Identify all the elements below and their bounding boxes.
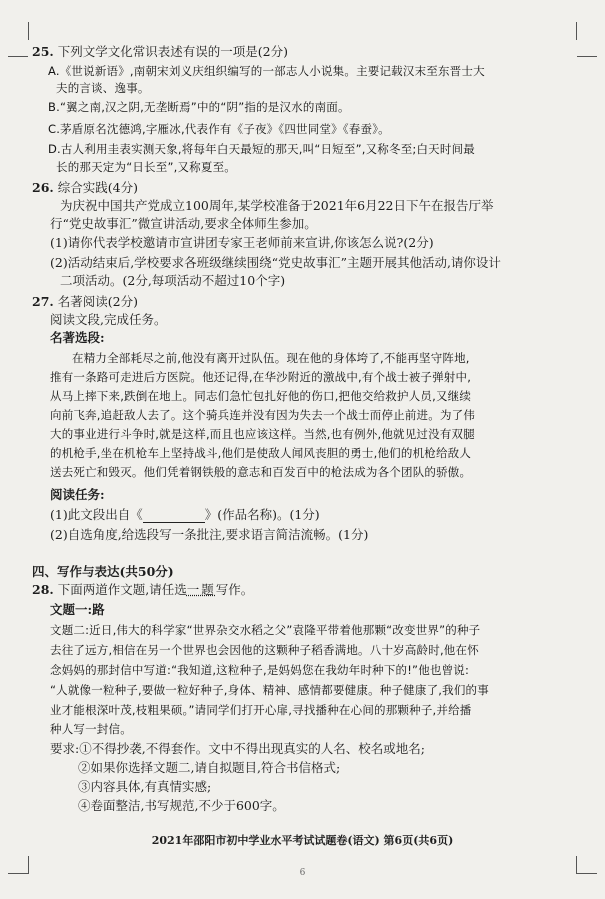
- passage-line: 推有一条路可走进后方医院。他还记得,在华沙附近的激战中,有个战士被子弹射中,: [50, 370, 472, 384]
- requirement-item: ④卷面整洁,书写规范,不少于600字。: [78, 798, 285, 813]
- passage-line: 向前飞奔,追赶敌人去了。这个骑兵连并没有因为失去一个战士而停止前进。为了伟: [50, 408, 476, 422]
- requirement-item: ③内容具体,有真情实感;: [78, 779, 212, 794]
- answer-blank[interactable]: [143, 510, 205, 523]
- question-text: 综合实践(4分): [57, 180, 138, 195]
- question-number: 26.: [32, 180, 54, 195]
- q26-part-2-cont: 二项活动。(2分,每项活动不超过10个字): [60, 273, 286, 288]
- q25-option-a: A.《世说新语》,南朝宋刘义庆组织编写的一部志人小说集。主要记载汉末至东晋士大: [48, 64, 485, 78]
- requirements-label: 要求:: [50, 741, 80, 756]
- crop-mark: [576, 22, 577, 40]
- essay-topic-1: 文题一:路: [50, 602, 105, 617]
- passage-line: 的机枪手,坐在机枪车上坚持战斗,他们是使敌人闻风丧胆的勇士,他们的机枪给敌人: [50, 446, 472, 460]
- requirements: [50, 741, 425, 757]
- q26-intro-cont: 行“党史故事汇”微宣讲活动,要求全体师生参加。: [50, 216, 317, 231]
- q28-stem: [32, 582, 253, 598]
- q26-stem: [32, 180, 138, 196]
- q25-option-d-cont: 长的那天定为“日长至”,又称夏至。: [56, 160, 236, 174]
- question-text: 写作。: [215, 582, 254, 597]
- task-title: 阅读任务:: [50, 487, 105, 502]
- crop-mark: [577, 38, 597, 57]
- question-text: 名著阅读(2分): [57, 294, 138, 309]
- question-number: 25.: [32, 44, 54, 59]
- passage-line: 送去死亡和毁灭。他们凭着钢铁般的意志和百发百中的枪法成为各个团队的骄傲。: [50, 465, 472, 479]
- essay-topic-2-line: 念妈妈的那封信中写道:“我知道,这粒种子,是妈妈您在我幼年时种下的!”他也曾说:: [50, 663, 470, 677]
- requirement-item: ①不得抄袭,不得套作。文中不得出现真实的人名、校名或地名;: [79, 741, 425, 756]
- q25-option-a-cont: 夫的言谈、逸事。: [56, 81, 150, 95]
- question-number: 28.: [32, 582, 54, 597]
- q26-part-1: (1)请你代表学校邀请市宣讲团专家王老师前来宣讲,你该怎么说?(2分): [50, 235, 434, 250]
- page-footer: 2021年邵阳市初中学业水平考试试题卷(语文) 第6页(共6页): [151, 834, 454, 847]
- q25-option-c: C.茅盾原名沈德鸿,字雁冰,代表作有《子夜》《四世同堂》《春蚕》。: [48, 122, 390, 136]
- q25-option-b: B.“翼之南,汉之阴,无垄断焉”中的“阴”指的是汉水的南面。: [48, 100, 350, 114]
- essay-topic-2-line: 去往了远方,相信在另一个世界也会因他的这颗种子稻香满地。八十岁高龄时,他在怀: [50, 643, 479, 657]
- q25-option-d: D.古人利用圭表实测天象,将每年白天最短的那天,叫“日短至”,又称冬至;白天时间最: [48, 142, 475, 156]
- question-number: 27.: [32, 294, 54, 309]
- section-heading: 四、写作与表达(共50分): [32, 564, 174, 579]
- essay-topic-2-line: “人就像一粒种子,要做一粒好种子,身体、精神、感情都要健康。种子健康了,我们的事: [50, 683, 489, 697]
- crop-mark: [28, 22, 29, 40]
- emphasis-text: 一题: [186, 582, 216, 597]
- q27-instruction: 阅读文段,完成任务。: [50, 312, 167, 327]
- q25-stem: [32, 44, 288, 60]
- page-number: 6: [299, 868, 306, 878]
- q26-part-2: (2)活动结束后,学校要求各班级继续围绕“党史故事汇”主题开展其他活动,请你设计: [50, 255, 501, 270]
- passage-line: 在精力全部耗尽之前,他没有离开过队伍。现在他的身体垮了,不能再坚守阵地,: [72, 351, 470, 365]
- q27-task-1: [50, 507, 320, 523]
- crop-mark: [8, 38, 28, 57]
- essay-topic-2-line: 种人写一封信。: [50, 722, 132, 736]
- question-text: 下列文学文化常识表述有误的一项是(2分): [57, 44, 288, 59]
- q26-intro: 为庆祝中国共产党成立100周年,某学校准备于2021年6月22日下午在报告厅举: [60, 198, 494, 213]
- q27-task-2: (2)自选角度,给选段写一条批注,要求语言简洁流畅。(1分): [50, 527, 369, 542]
- q27-stem: [32, 294, 138, 310]
- requirement-item: ②如果你选择文题二,请自拟题目,符合书信格式;: [78, 760, 341, 775]
- question-text: 下面两道作文题,请任选: [57, 582, 187, 597]
- essay-topic-2-line: 业才能根深叶茂,枝粗果硕。”请同学们打开心扉,寻找播种在心间的那颗种子,并给播: [50, 703, 472, 717]
- passage-line: 从马上摔下来,跌倒在地上。同志们急忙包扎好他的伤口,把他交给救护人员,又继续: [50, 389, 472, 403]
- essay-topic-2-line: 文题二:近日,伟大的科学家“世界杂交水稻之父”袁隆平带着他那颗“改变世界”的种子: [50, 623, 481, 637]
- passage-title: 名著选段:: [50, 330, 105, 345]
- passage-line: 大的事业进行斗争时,就是这样,而且也应该这样。当然,也有例外,他就见过没有双腿: [50, 427, 475, 441]
- task-text: (1)此文段出自《: [50, 507, 143, 522]
- task-text: 》(作品名称)。(1分): [204, 507, 320, 522]
